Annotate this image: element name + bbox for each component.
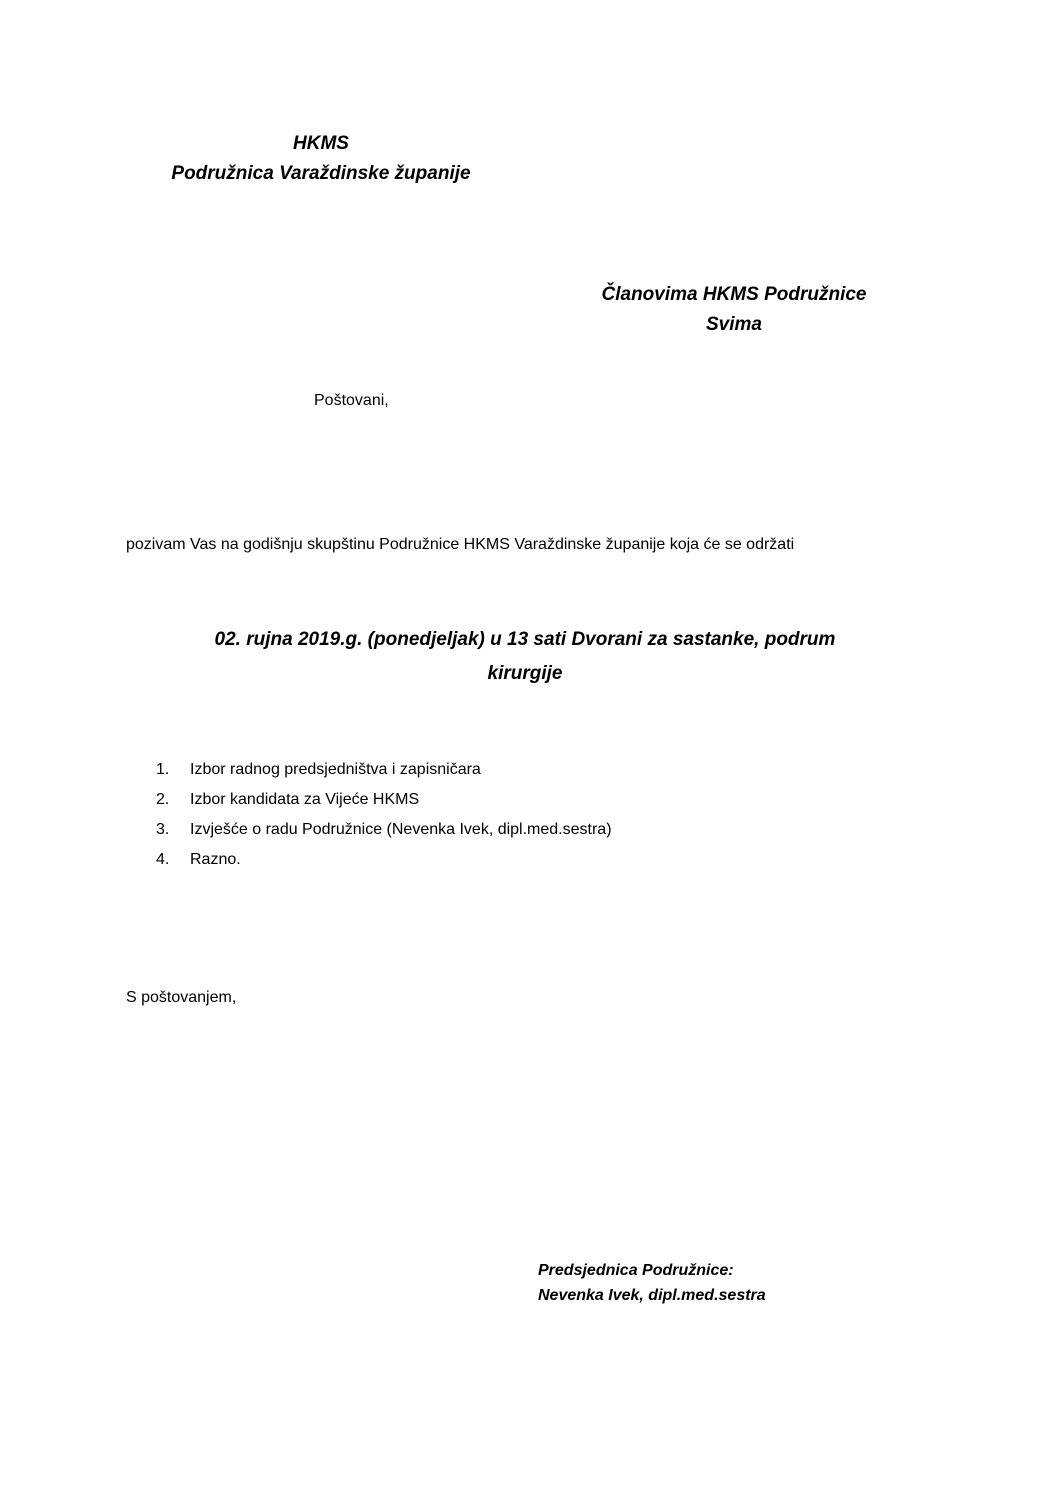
signature-block	[538, 1262, 766, 1305]
greeting: Poštovani,	[314, 392, 389, 409]
agenda-text: Izbor radnog predsjedništva i zapisničara	[190, 761, 481, 778]
sender-branch: Podružnica Varaždinske županije	[171, 163, 471, 184]
recipient-line: Članovima HKMS Podružnice	[601, 284, 867, 305]
agenda-item	[156, 760, 612, 790]
agenda-item	[156, 820, 612, 850]
signature-title: Predsjednica Podružnice:	[538, 1262, 734, 1279]
sender-org: HKMS	[293, 133, 349, 154]
invitation-text: pozivam Vas na godišnju skupštinu Podružnice HKMS Varaždinske županije koja će se održati	[126, 536, 795, 553]
event-line-2: kirurgije	[487, 663, 563, 684]
agenda-number: 4.	[156, 851, 170, 868]
agenda-item	[156, 790, 612, 820]
recipient-block	[570, 285, 898, 334]
agenda-text: Razno.	[190, 851, 241, 868]
agenda-text: Izvješće o radu Podružnice (Nevenka Ivek, dipl.med.sestra)	[190, 821, 612, 838]
agenda-number: 1.	[156, 761, 170, 778]
closing: S poštovanjem,	[126, 989, 237, 1006]
recipient-all: Svima	[706, 314, 762, 335]
event-line-1: 02. rujna 2019.g. (ponedjeljak) u 13 sati Dvorani za sastanke, podrum	[214, 629, 836, 650]
signature-name: Nevenka Ivek, dipl.med.sestra	[538, 1287, 766, 1304]
agenda-number: 3.	[156, 821, 170, 838]
agenda-item	[156, 850, 612, 880]
sender-block	[140, 134, 502, 183]
agenda-number: 2.	[156, 791, 170, 808]
agenda-list	[156, 760, 612, 880]
event-details	[150, 630, 900, 683]
agenda-text: Izbor kandidata za Vijeće HKMS	[190, 791, 420, 808]
